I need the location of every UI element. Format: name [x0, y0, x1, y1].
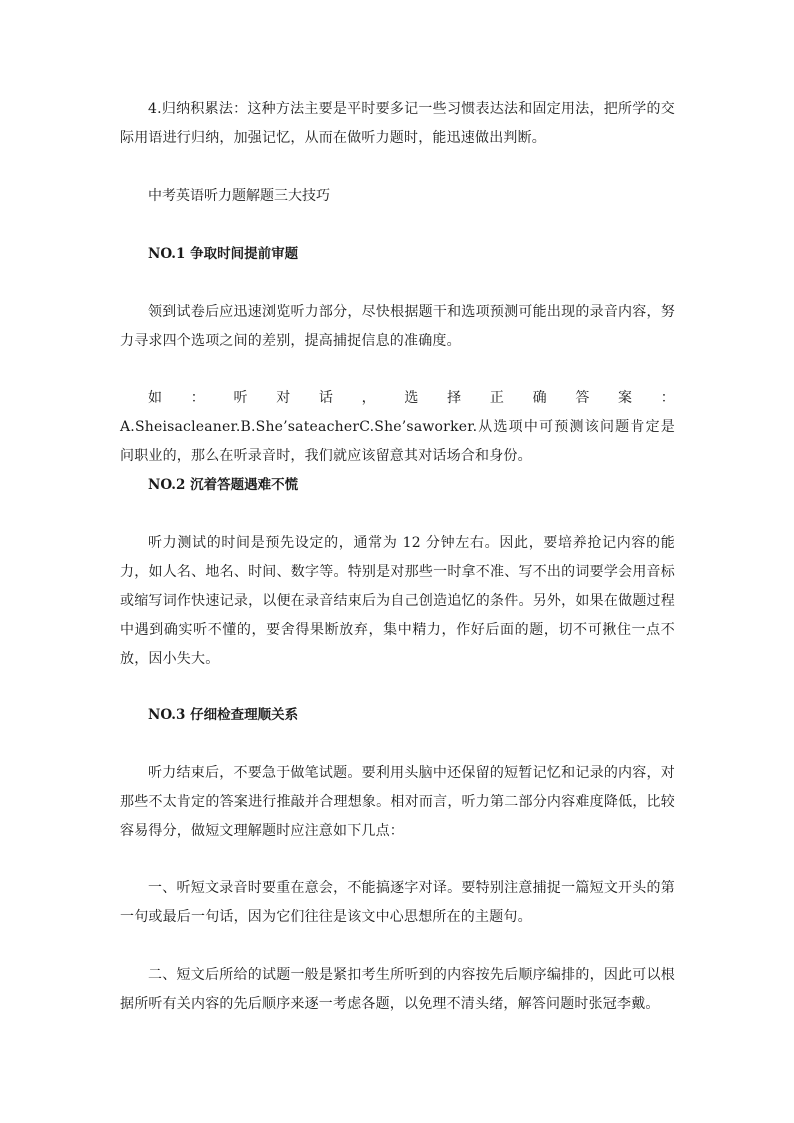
paragraph-point-two: 二、短文后所给的试题一般是紧扣考生所听到的内容按先后顺序编排的，因此可以根据所听有关内容的先后顺序来逐一考虑各题，以免理不清头绪，解答问题时张冠李戴。	[120, 967, 675, 1012]
paragraph-preview-questions: 领到试卷后应迅速浏览听力部分，尽快根据题干和选项预测可能出现的录音内容，努力寻求四个选项之间的差别，提高捕捉信息的准确度。	[120, 304, 675, 349]
paragraph-example: 如：听对话，选择正确答案：A.Sheisacleaner.B.She’sateacherC.She’saworker.从选项中可预测该问题肯定是问职业的，那么在听录音时，我们就应该留意其对话场合和身份。	[120, 390, 675, 464]
paragraph-stay-calm: 听力测试的时间是预先设定的，通常为 12 分钟左右。因此，要培养抢记内容的能力，如人名、地名、时间、数字等。特别是对那些一时拿不准、写不出的词要学会用音标或缩写词作快速记录，以便在录音结束后为自己创造追忆的条件。另外，如果在做题过程中遇到确实听不懂的，要舍得果断放弃，集中精力，作好后面的题，切不可揪住一点不放，因小失大。	[120, 535, 675, 667]
heading-no1: NO.1 争取时间提前审题	[148, 246, 299, 262]
heading-no3: NO.3 仔细检查理顺关系	[148, 707, 299, 723]
paragraph-point-one: 一、听短文录音时要重在意会，不能搞逐字对译。要特别注意捕捉一篇短文开头的第一句或最后一句话，因为它们往往是该文中心思想所在的主题句。	[120, 880, 675, 925]
section-title: 中考英语听力题解题三大技巧	[148, 188, 330, 204]
heading-no2: NO.2 沉着答题遇难不慌	[148, 477, 299, 493]
paragraph-summary-method: 4.归纳积累法：这种方法主要是平时要多记一些习惯表达法和固定用法，把所学的交际用语进行归纳，加强记忆，从而在做听力题时，能迅速做出判断。	[120, 101, 675, 146]
paragraph-check-carefully: 听力结束后，不要急于做笔试题。要利用头脑中还保留的短暂记忆和记录的内容，对那些不太肯定的答案进行推敲并合理想象。相对而言，听力第二部分内容难度降低，比较容易得分，做短文理解题时应注意如下几点：	[120, 765, 675, 839]
document-page	[120, 0, 675, 1123]
